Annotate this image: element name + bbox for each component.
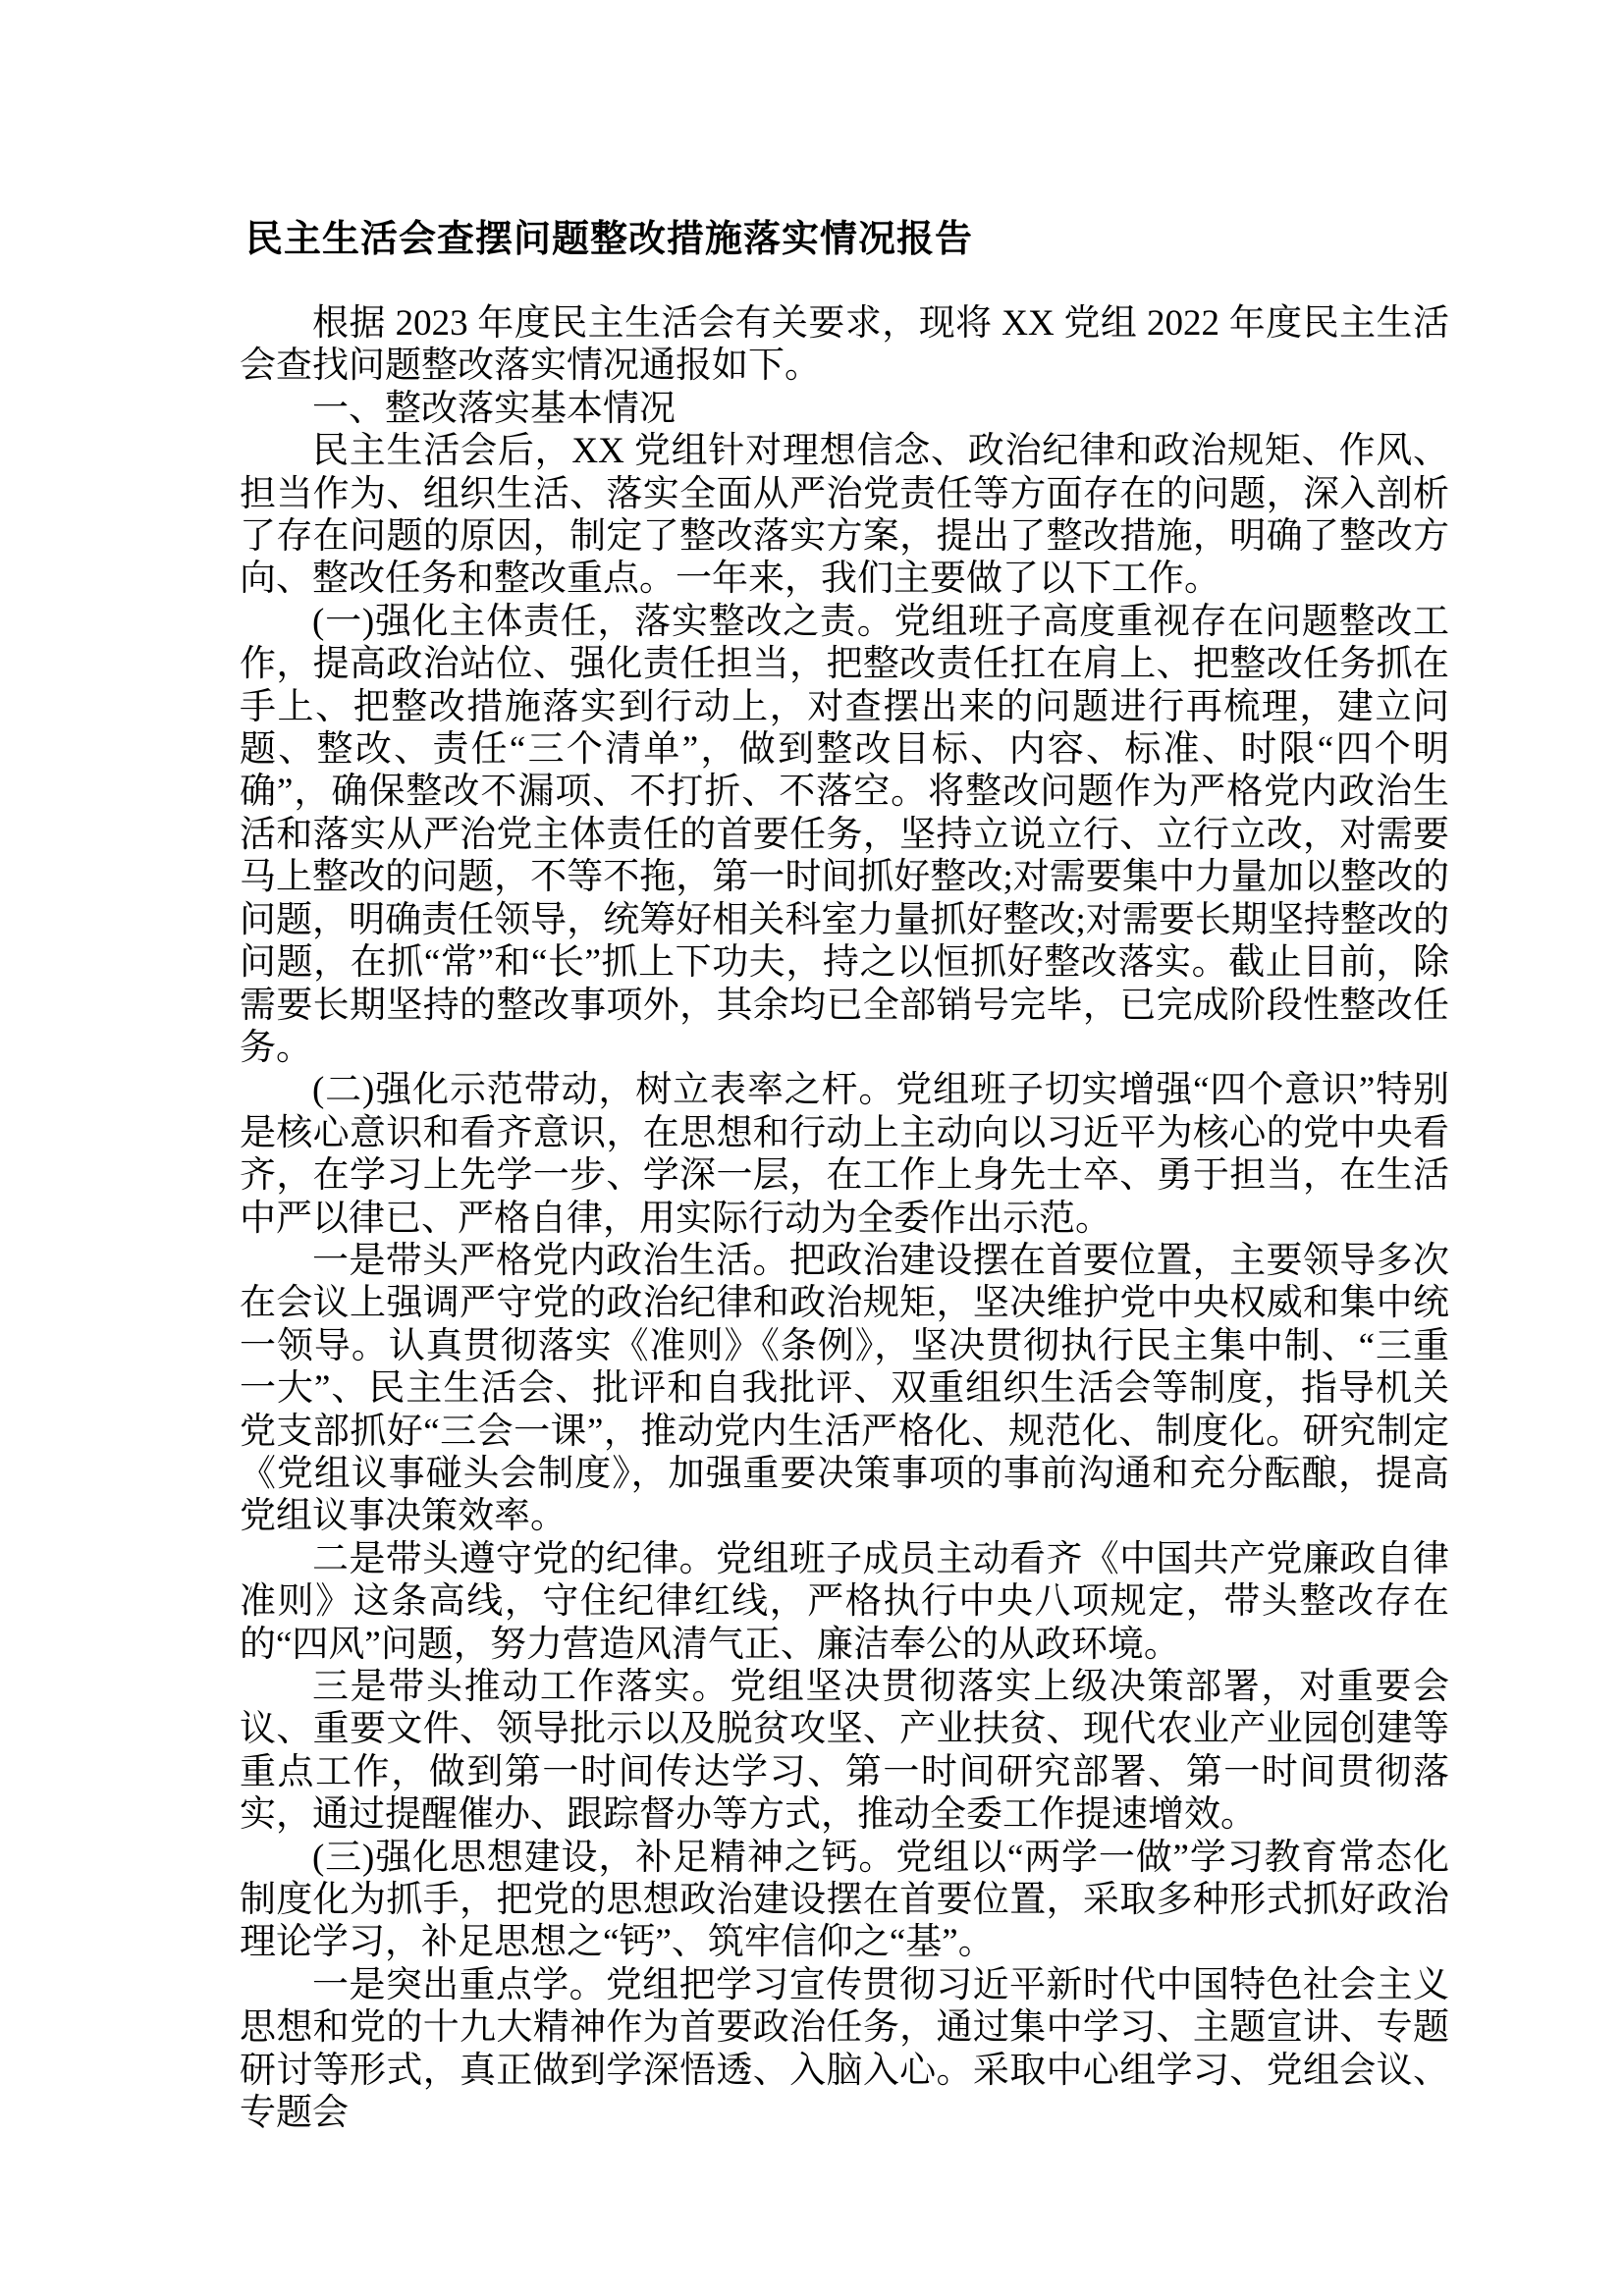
paragraph-item-3: (三)强化思想建设，补足精神之钙。党组以“两学一做”学习教育常态化制度化为抓手，把党的思想政治建设摆在首要位置，采取多种形式抓好政治理论学习，补足思想之“钙”、筑牢信仰之“基”。 [240,1837,1449,1963]
paragraph-sub-4: 一是突出重点学。党组把学习宣传贯彻习近平新时代中国特色社会主义思想和党的十九大精神作为首要政治任务，通过集中学习、主题宣讲、专题研讨等形式，真正做到学深悟透、入脑入心。采取中心组学习、党组会议、专题会 [240,1964,1449,2134]
intro-paragraph: 根据 2023 年度民主生活会有关要求，现将 XX 党组 2022 年度民主生活会查找问题整改落实情况通报如下。 [240,303,1449,387]
paragraph-item-2: (二)强化示范带动，树立表率之杆。党组班子切实增强“四个意识”特别是核心意识和看齐意识，在思想和行动上主动向以习近平为核心的党中央看齐，在学习上先学一步、学深一层，在工作上身先士卒、勇于担当，在生活中严以律已、严格自律，用实际行动为全委作出示范。 [240,1070,1449,1239]
paragraph-sub-1: 一是带头严格党内政治生活。把政治建设摆在首要位置，主要领导多次在会议上强调严守党的政治纪律和政治规矩，坚决维护党中央权威和集中统一领导。认真贯彻落实《准则》《条例》，坚决贯彻执行民主集中制、“三重一大”、民主生活会、批评和自我批评、双重组织生活会等制度，指导机关党支部抓好“三会一课”，推动党内生活严格化、规范化、制度化。研究制定《党组议事碰头会制度》，加强重要决策事项的事前沟通和充分酝酿，提高党组议事决策效率。 [240,1240,1449,1537]
document-body [240,302,1449,2134]
section-heading-1: 一、整改落实基本情况 [312,388,676,429]
paragraph-item-1: (一)强化主体责任，落实整改之责。党组班子高度重视存在问题整改工作，提高政治站位、强化责任担当，把整改责任扛在肩上、把整改任务抓在手上、把整改措施落实到行动上，对查摆出来的问题进行再梳理，建立问题、整改、责任“三个清单”，做到整改目标、内容、标准、时限“四个明确”，确保整改不漏项、不打折、不落空。将整改问题作为严格党内政治生活和落实从严治党主体责任的首要任务，坚持立说立行、立行立改，对需要马上整改的问题，不等不拖，第一时间抓好整改;对需要集中力量加以整改的问题，明确责任领导，统筹好相关科室力量抓好整改;对需要长期坚持整改的问题，在抓“常”和“长”抓上下功夫，持之以恒抓好整改落实。截止目前，除需要长期坚持的整改事项外，其余均已全部销号完毕，已完成阶段性整改任务。 [240,601,1449,1068]
paragraph-sub-2: 二是带头遵守党的纪律。党组班子成员主动看齐《中国共产党廉政自律准则》这条高线，守住纪律红线，严格执行中央八项规定，带头整改存在的“四风”问题，努力营造风清气正、廉洁奉公的从政环境。 [240,1538,1449,1665]
document-content [240,218,1449,2134]
paragraph-overview: 民主生活会后，XX 党组针对理想信念、政治纪律和政治规矩、作风、担当作为、组织生活、落实全面从严治党责任等方面存在的问题，深入剖析了存在问题的原因，制定了整改落实方案，提出了整改措施，明确了整改方向、整改任务和整改重点。一年来，我们主要做了以下工作。 [240,431,1449,600]
document-title: 民主生活会查摆问题整改措施落实情况报告 [245,219,974,260]
paragraph-sub-3: 三是带头推动工作落实。党组坚决贯彻落实上级决策部署，对重要会议、重要文件、领导批示以及脱贫攻坚、产业扶贫、现代农业产业园创建等重点工作，做到第一时间传达学习、第一时间研究部署、第一时间贯彻落实，通过提醒催办、跟踪督办等方式，推动全委工作提速增效。 [240,1667,1449,1836]
